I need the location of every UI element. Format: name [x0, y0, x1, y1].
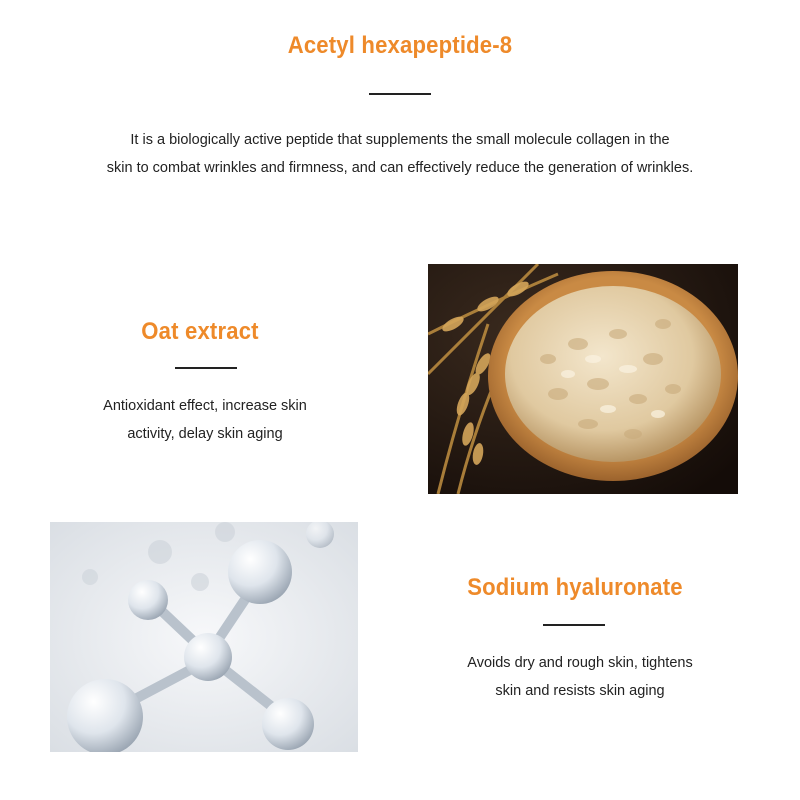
title-divider	[175, 367, 237, 369]
description-line: skin to combat wrinkles and firmness, and can effectively reduce the generation of wrinkles.	[106, 160, 694, 176]
oat-extract-description	[60, 392, 350, 448]
acetyl-hexapeptide-title: Acetyl hexapeptide-8	[287, 32, 513, 59]
acetyl-hexapeptide-description	[40, 126, 760, 182]
title-divider	[543, 624, 605, 626]
description-line: activity, delay skin aging	[127, 426, 283, 442]
molecule-illustration	[50, 522, 358, 752]
oat-bowl-illustration	[428, 264, 738, 494]
sodium-hyaluronate-title: Sodium hyaluronate	[467, 574, 683, 601]
oat-bowl-photo	[428, 264, 738, 494]
sodium-hyaluronate-description	[430, 649, 730, 705]
description-line: Avoids dry and rough skin, tightens	[467, 655, 693, 671]
description-line: Antioxidant effect, increase skin	[103, 398, 307, 414]
description-line: It is a biologically active peptide that supplements the small molecule collagen in the	[130, 132, 670, 148]
molecule-photo	[50, 522, 358, 752]
title-divider	[369, 93, 431, 95]
description-line: skin and resists skin aging	[495, 683, 665, 699]
oat-extract-title: Oat extract	[141, 318, 259, 345]
